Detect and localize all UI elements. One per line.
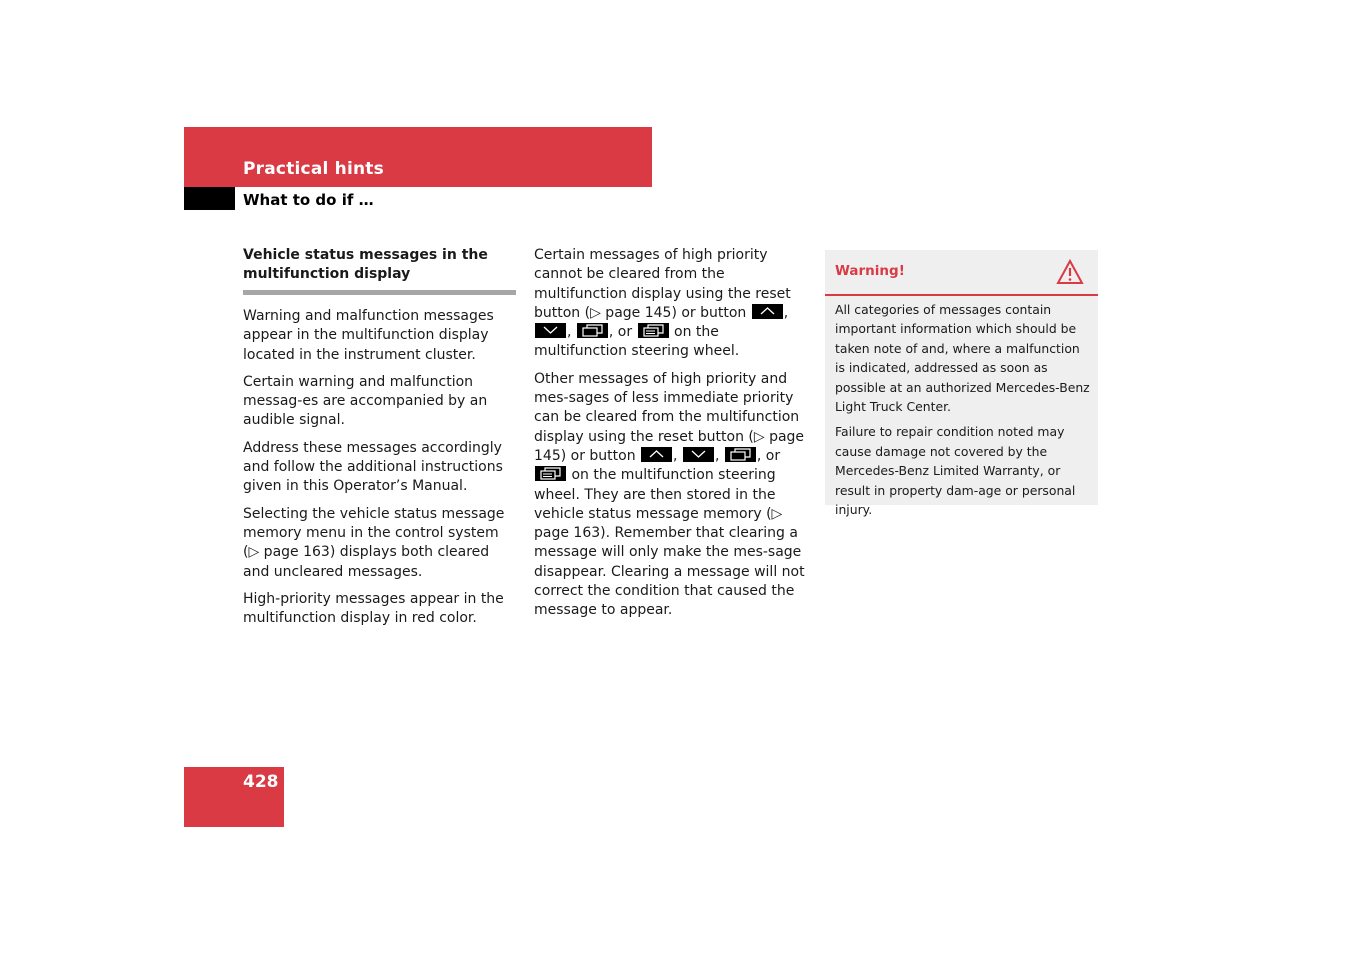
warning-header [825, 250, 1098, 296]
paragraph: High-priority messages appear in the multifunction display in red color. [243, 590, 504, 627]
warning-title: Warning! [835, 263, 905, 279]
page-back-button-icon [535, 466, 566, 481]
warning-body [835, 300, 1093, 525]
page-forward-button-icon [577, 323, 608, 338]
paragraph [534, 370, 814, 621]
paragraph: Warning and malfunction messages appear in the multifunction display located in the instrument cluster. [243, 308, 494, 363]
warning-box [825, 250, 1098, 518]
arrow-up-button-icon [641, 447, 672, 462]
page-forward-button-icon [725, 447, 756, 462]
paragraph: Selecting the vehicle status message memory menu in the control system (▷ page 163) displays both cleared and uncleared messages. [243, 505, 505, 580]
middle-column [534, 246, 814, 629]
left-column [243, 246, 519, 636]
text-span: Certain messages of high priority cannot be cleared from the multifunction display using the reset button (▷ page 145) or button [534, 247, 791, 321]
warning-paragraph: Failure to repair condition noted may cause damage not covered by the Mercedes-Benz Limited Warranty, or result in property dam-age or personal injury. [835, 424, 1076, 518]
comma: , [783, 304, 789, 321]
comma: , [567, 324, 572, 341]
paragraph: Certain warning and malfunction messag-es are accompanied by an audible signal. [243, 373, 488, 429]
paragraph: Address these messages accordingly and follow the additional instructions given in this Operator’s Manual. [243, 439, 503, 495]
arrow-up-button-icon [752, 304, 783, 319]
text-span: Other messages of high priority and mes-sages of less immediate priority can be cleared from the multifunction display using the reset button (▷ page 145) or button [534, 370, 805, 464]
text-span: on the multifunction steering wheel. They are then stored in the vehicle status message memory (▷ page 163). Remember that clearing a message will only make the mes-sage disappear. Clearing a message will not correct the condition that caused the message to appear. [534, 467, 805, 619]
arrow-down-button-icon [683, 447, 714, 462]
page-number: 428 [243, 772, 279, 792]
subsection-title: What to do if … [243, 191, 374, 209]
comma: , [714, 447, 720, 464]
paragraph [534, 246, 814, 362]
section-title: Practical hints [243, 159, 384, 179]
page-number-box [184, 767, 284, 827]
warning-paragraph: All categories of messages contain important information which should be taken note of and, where a malfunction is indicated, addressed as soon as possible at an authorized Mercedes-Benz Light Truck Center. [835, 302, 1090, 415]
arrow-down-button-icon [535, 323, 566, 338]
page-back-button-icon [638, 323, 669, 338]
warning-triangle-icon [1056, 259, 1084, 289]
or-text: , or [608, 324, 633, 341]
header-marker [184, 187, 235, 210]
text-span: on the multifunction steering wheel. [534, 324, 740, 360]
column-heading: Vehicle status messages in the multifunction display [243, 246, 516, 295]
comma: , [673, 447, 678, 464]
or-text: , or [756, 447, 781, 464]
